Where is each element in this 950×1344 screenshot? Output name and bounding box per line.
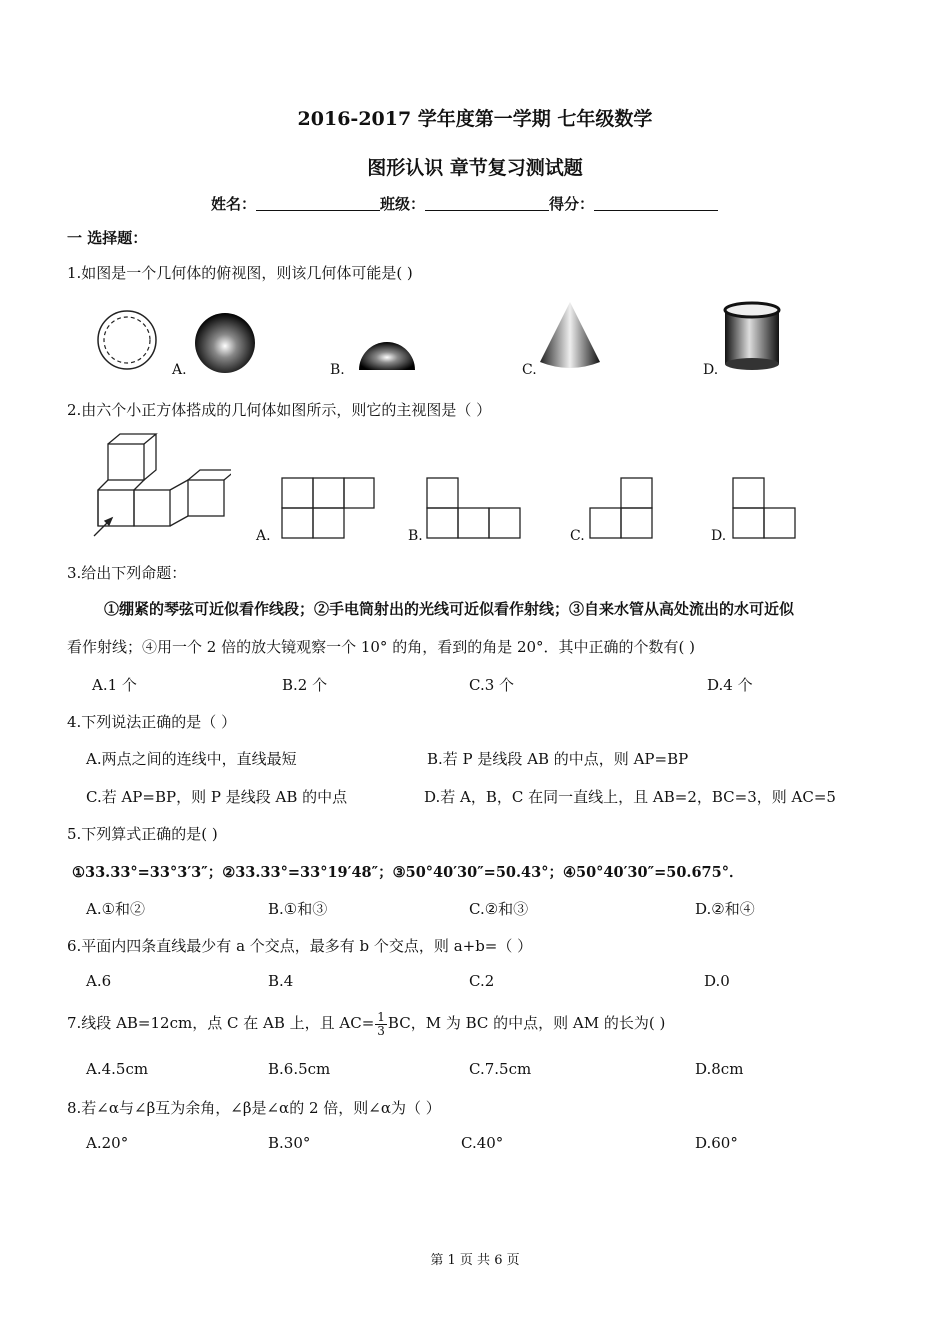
- top-view-figure: [96, 308, 160, 372]
- q2-option-c[interactable]: C.: [570, 528, 585, 544]
- page-title: 2016-2017 学年度第一学期 七年级数学: [297, 108, 653, 130]
- q3-option-b[interactable]: B.2 个: [282, 676, 328, 694]
- hemisphere-icon: [355, 312, 419, 372]
- q3-option-a[interactable]: A.1 个: [92, 676, 137, 694]
- page-subtitle: 图形认识 章节复习测试题: [367, 157, 583, 179]
- q4-option-a[interactable]: A.两点之间的连线中，直线最短: [86, 750, 297, 768]
- front-view-a: [280, 476, 376, 540]
- sphere-icon: [194, 312, 256, 374]
- q6-stem: 6.平面内四条直线最少有 a 个交点，最多有 b 个交点，则 a+b=（ ）: [67, 937, 533, 955]
- q5-option-b[interactable]: B.①和③: [268, 900, 328, 918]
- section-heading: 一 选择题：: [67, 229, 148, 247]
- q7-option-b[interactable]: B.6.5cm: [268, 1060, 331, 1078]
- q7-stem-part1: 7.线段 AB=12cm，点 C 在 AB 上，且 AC=: [67, 1014, 375, 1032]
- q7-option-c[interactable]: C.7.5cm: [469, 1060, 532, 1078]
- q3-statements-line1: ①绷紧的琴弦可近似看作线段；②手电筒射出的光线可近似看作射线；③自来水管从高处流出的水可近似: [104, 600, 795, 618]
- q3-option-c[interactable]: C.3 个: [469, 676, 515, 694]
- cone-icon: [538, 300, 602, 372]
- q1-option-b[interactable]: B.: [330, 362, 345, 378]
- q5-statements: ①33.33°=33°3′3″；②33.33°=33°19′48″；③50°40′30″=50.43°；④50°40′30″=50.675°．: [72, 864, 744, 881]
- q4-stem: 4.下列说法正确的是（ ）: [67, 713, 237, 731]
- q3-option-d[interactable]: D.4 个: [707, 676, 753, 694]
- q3-stem: 3.给出下列命题：: [67, 564, 187, 582]
- q8-option-b[interactable]: B.30°: [268, 1134, 311, 1152]
- q7-option-d[interactable]: D.8cm: [695, 1060, 744, 1078]
- q2-option-d[interactable]: D.: [711, 528, 727, 544]
- q2-stem: 2.由六个小正方体搭成的几何体如图所示，则它的主视图是（ ）: [67, 401, 492, 419]
- q3-statements-line2: 看作射线；④用一个 2 倍的放大镜观察一个 10° 的角，看到的角是 20°．其中正确的个数有( ): [67, 638, 696, 656]
- q8-option-d[interactable]: D.60°: [695, 1134, 738, 1152]
- front-view-c: [588, 476, 656, 540]
- name-field[interactable]: [211, 193, 718, 214]
- page-number: 第 1 页 共 6 页: [430, 1253, 520, 1268]
- q1-option-d[interactable]: D.: [703, 362, 719, 378]
- q2-option-a[interactable]: A.: [256, 528, 271, 544]
- q5-option-a[interactable]: A.①和②: [86, 900, 146, 918]
- q6-option-b[interactable]: B.4: [268, 972, 294, 990]
- q8-stem: 8.若∠α与∠β互为余角，∠β是∠α的 2 倍，则∠α为（ ）: [67, 1099, 441, 1117]
- cylinder-icon: [723, 300, 781, 372]
- class-blank[interactable]: [425, 196, 549, 211]
- q8-option-a[interactable]: A.20°: [86, 1134, 129, 1152]
- q5-option-d[interactable]: D.②和④: [695, 900, 755, 918]
- q7-stem: [67, 1010, 665, 1038]
- q2-option-b[interactable]: B.: [408, 528, 423, 544]
- q8-option-c[interactable]: C.40°: [461, 1134, 504, 1152]
- cube-stack-figure: [86, 432, 231, 542]
- q5-stem: 5.下列算式正确的是( ): [67, 825, 218, 843]
- q7-option-a[interactable]: A.4.5cm: [86, 1060, 149, 1078]
- q1-stem: 1.如图是一个几何体的俯视图，则该几何体可能是( ): [67, 264, 413, 282]
- class-label: 班级：: [380, 195, 426, 213]
- q1-option-a[interactable]: A.: [172, 362, 187, 378]
- score-label: 得分：: [549, 195, 595, 213]
- score-blank[interactable]: [594, 196, 718, 211]
- q4-option-c[interactable]: C.若 AP=BP，则 P 是线段 AB 的中点: [86, 788, 348, 806]
- name-blank[interactable]: [256, 196, 380, 211]
- name-label: 姓名：: [211, 195, 257, 213]
- front-view-d: [731, 476, 799, 540]
- q7-stem-part2: BC，M 为 BC 的中点，则 AM 的长为( ): [387, 1014, 666, 1032]
- front-view-b: [425, 476, 523, 540]
- q6-option-c[interactable]: C.2: [469, 972, 495, 990]
- one-third-fraction: $\frac{1}{3}$: [377, 1009, 385, 1038]
- q5-option-c[interactable]: C.②和③: [469, 900, 529, 918]
- q4-option-d[interactable]: D.若 A，B，C 在同一直线上，且 AB=2，BC=3，则 AC=5: [424, 788, 836, 806]
- q4-option-b[interactable]: B.若 P 是线段 AB 的中点，则 AP=BP: [427, 750, 689, 768]
- q6-option-a[interactable]: A.6: [86, 972, 112, 990]
- q6-option-d[interactable]: D.0: [704, 972, 730, 990]
- q1-option-c[interactable]: C.: [522, 362, 537, 378]
